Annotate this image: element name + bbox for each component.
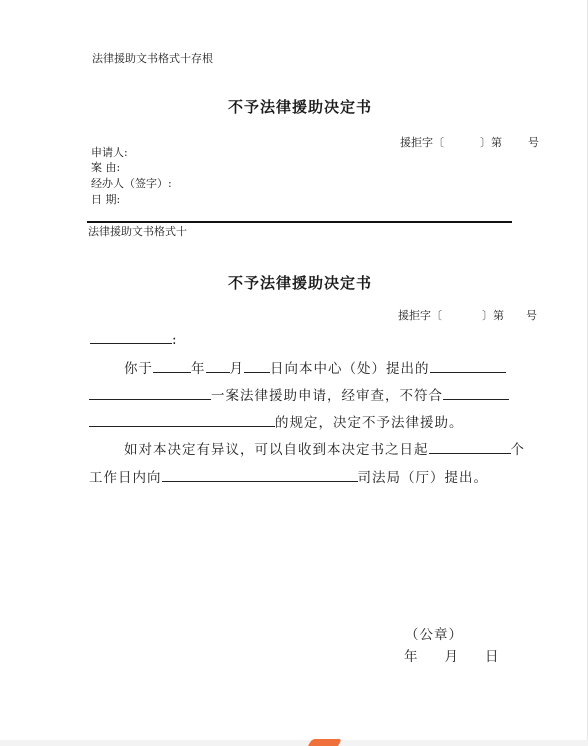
notice-format-label: 法律援助文书格式十 <box>88 225 187 238</box>
regulation-blank[interactable] <box>89 414 275 427</box>
date-year: 年 <box>404 649 419 665</box>
date-month: 月 <box>444 649 459 665</box>
p3-text: 的规定，决定不予法律援助。 <box>275 415 464 431</box>
orange-tab-mark <box>308 739 342 746</box>
criteria-blank[interactable] <box>443 387 509 400</box>
stub-ref-number <box>400 134 539 150</box>
stub-date-label: 日 期: <box>91 193 121 206</box>
p1-text-year: 年 <box>191 361 206 377</box>
bottom-strip <box>0 740 588 746</box>
stub-handler-label: 经办人（签字）: <box>91 177 172 190</box>
p1-text-you: 你于 <box>124 361 153 377</box>
month-blank[interactable] <box>206 360 230 373</box>
paragraph-line-4 <box>124 438 525 458</box>
stub-ref-mid: 〕第 <box>480 136 502 149</box>
p5-text: 工作日内向 <box>89 470 162 486</box>
notice-ref-suffix: 号 <box>526 309 537 322</box>
addressee-line <box>90 331 178 348</box>
notice-title: 不予法律援助决定书 <box>228 274 373 292</box>
date-day: 日 <box>485 649 500 665</box>
p5-text-bureau: 司法局（厅）提出。 <box>357 470 488 486</box>
paragraph-line-3 <box>89 411 464 431</box>
p1-text-center: 日向本中心（处）提出的 <box>270 361 430 377</box>
paragraph-line-5 <box>89 466 488 486</box>
stub-applicant-label: 申请人: <box>91 146 128 159</box>
signature-date <box>404 645 500 665</box>
notice-ref-number <box>398 307 537 323</box>
stub-title: 不予法律援助决定书 <box>228 98 373 116</box>
addressee-colon: : <box>172 332 178 348</box>
stub-case-label: 案 由: <box>91 161 121 174</box>
case-blank[interactable] <box>89 387 211 400</box>
days-blank[interactable] <box>429 441 511 454</box>
matter-blank[interactable] <box>430 360 506 373</box>
p4-text: 如对本决定有异议，可以自收到本决定书之日起 <box>124 442 429 458</box>
notice-ref-mid: 〕第 <box>482 309 504 322</box>
addressee-blank[interactable] <box>90 331 172 344</box>
bureau-blank[interactable] <box>162 469 358 482</box>
stub-ref-suffix: 号 <box>528 136 539 149</box>
year-blank[interactable] <box>153 360 191 373</box>
p1-text-month: 月 <box>229 361 244 377</box>
day-blank[interactable] <box>244 360 270 373</box>
stub-ref-prefix: 援拒字〔 <box>400 136 444 149</box>
seal-label: （公章） <box>405 627 463 643</box>
stub-format-label: 法律援助文书格式十存根 <box>92 52 213 65</box>
paragraph-line-2 <box>89 384 509 404</box>
notice-ref-prefix: 援拒字〔 <box>398 309 442 322</box>
p2-text: 一案法律援助申请，经审查，不符合 <box>211 388 443 404</box>
paragraph-line-1 <box>124 357 506 377</box>
p4-text-unit: 个 <box>510 442 525 458</box>
